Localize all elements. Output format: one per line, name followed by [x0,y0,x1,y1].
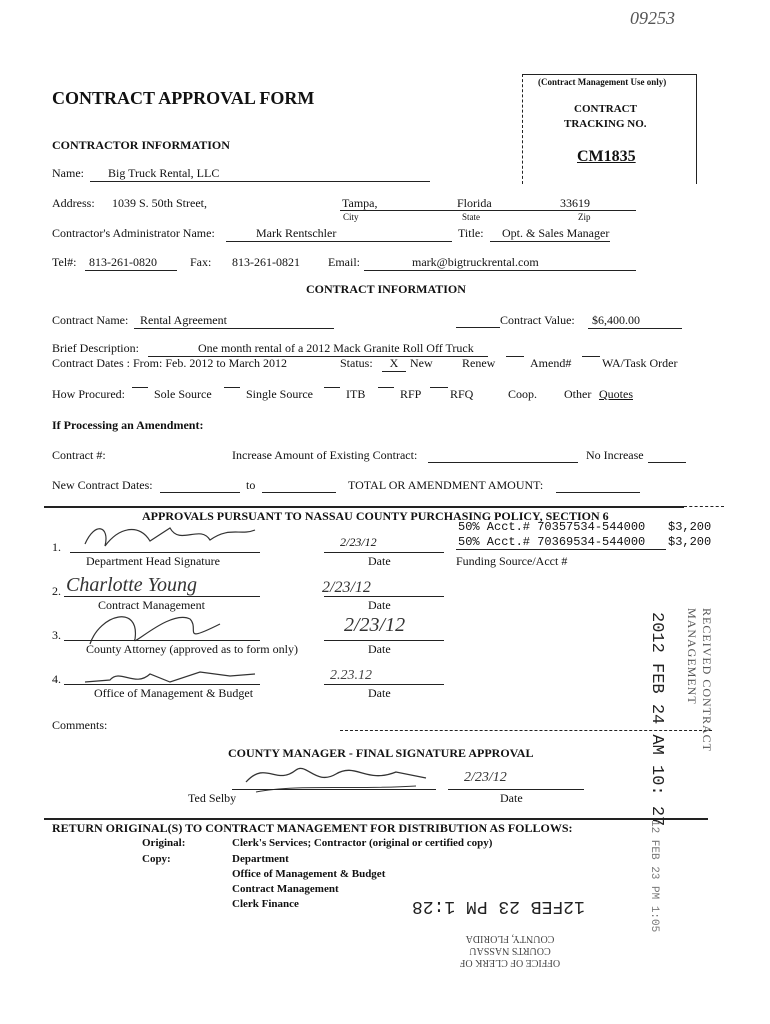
approval-2-number: 2. [52,584,61,598]
state-value: Florida [457,196,492,210]
email-label: Email: [328,255,360,269]
approval-4-date-label: Date [368,686,391,700]
fax-value: 813-261-0821 [232,255,300,269]
copy-3: Contract Management [232,883,339,895]
final-name: Ted Selby [188,791,237,805]
new-dates-to-value [262,478,336,493]
approval-2-date-label: Date [368,598,391,612]
final-approval-title: COUNTY MANAGER - FINAL SIGNATURE APPROVAL [228,746,534,760]
contract-no-label: Contract #: [52,448,106,462]
contract-name-label: Contract Name: [52,313,129,327]
original-value: Clerk's Services; Contractor (original or certified copy) [232,837,493,849]
received-stamp: RECEIVED CONTRACT MANAGEMENT [685,608,714,752]
fax-label: Fax: [190,255,212,269]
contract-dates: Contract Dates : From: Feb. 2012 to March 2012 [52,356,287,370]
email-value: mark@bigtruckrental.com [364,255,636,271]
proc-other-value: Quotes [599,387,633,401]
approvals-title: APPROVALS PURSUANT TO NASSAU COUNTY PURCHASING POLICY, SECTION 6 [142,509,609,523]
copy-label: Copy: [142,853,171,865]
approval-1-date-label: Date [368,554,391,568]
proc-rfq: RFQ [450,387,474,401]
copy-1: Department [232,853,289,865]
state-label: State [462,212,480,222]
received-date-stamp: 2012 FEB 24 AM 10: 27 [647,612,666,827]
original-label: Original: [142,837,186,849]
brief-label: Brief Description: [52,341,139,355]
approval-3-date-label: Date [368,642,391,656]
copy-2: Office of Management & Budget [232,868,386,880]
tel-label: Tel#: [52,255,77,269]
approval-2-role: Contract Management [98,598,205,612]
zip-label: Zip [578,212,591,222]
acct-1-amount: $3,200 [668,520,712,534]
acct-1: 50% Acct.# 70357534-544000 [458,520,646,534]
tracking-number: CM1835 [577,148,636,165]
approval-2-date-value: 2/23/12 [322,579,371,596]
status-amend: Amend# [530,356,572,370]
approval-2-signature: Charlotte Young [66,574,197,596]
approval-3-number: 3. [52,628,61,642]
status-new-check: X [382,356,406,372]
contract-section-title: CONTRACT INFORMATION [306,282,466,296]
approval-1-signature [80,516,260,556]
acct-2: 50% Acct.# 70369534-544000 [458,535,646,549]
amendment-title: If Processing an Amendment: [52,418,204,432]
bottom-date-stamp: 12FEB 23 PM 1:28 [412,896,585,916]
proc-other: Other [564,387,592,401]
approval-1-role: Department Head Signature [86,554,220,568]
funding-label: Funding Source/Acct # [456,554,568,568]
contractor-section-title: CONTRACTOR INFORMATION [52,138,230,152]
new-dates-from [160,478,240,493]
address-label: Address: [52,196,95,210]
return-title: RETURN ORIGINAL(S) TO CONTRACT MANAGEMENT FOR DISTRIBUTION AS FOLLOWS: [52,821,573,835]
acct-2-amount: $3,200 [668,535,712,549]
proc-rfp: RFP [400,387,422,401]
status-wa: WA/Task Order [602,356,678,370]
admin-name-value: Mark Rentschler [226,226,452,242]
contract-value: $6,400.00 [588,313,682,329]
clerk-stamp: OFFICE OF CLERK OF COURTS NASSAU COUNTY, FLORIDA [459,933,561,968]
final-signature [236,756,436,796]
status-amend-check [506,356,524,357]
approval-4-date-value: 2.23.12 [330,668,372,683]
total-value [556,478,640,493]
contract-value-label: Contract Value: [500,313,575,327]
no-increase-label: No Increase [586,448,644,462]
status-renew: Renew [462,356,496,370]
how-procured-label: How Procured: [52,387,125,401]
form-title: CONTRACT APPROVAL FORM [52,88,315,108]
tracking-label: CONTRACT [574,103,637,115]
approval-4-number: 4. [52,672,61,686]
corner-mark: 09253 [630,8,675,28]
proc-coop: Coop. [508,387,538,401]
final-date-value: 2/23/12 [464,770,507,785]
new-dates-label: New Contract Dates: [52,478,153,492]
zip-value: 33619 [560,196,590,210]
no-increase-value [648,448,686,463]
proc-itb: ITB [346,387,366,401]
status-new: New [410,356,433,370]
title-value: Opt. & Sales Manager [490,226,610,242]
proc-single: Single Source [246,387,313,401]
approval-4-role: Office of Management & Budget [94,686,254,700]
side-date-stamp: 12 FEB 23 PM 1:05 [648,820,660,933]
copy-4: Clerk Finance [232,898,299,910]
total-label: TOTAL OR AMENDMENT AMOUNT: [348,478,544,492]
contract-name-value: Rental Agreement [134,313,334,329]
new-dates-to: to [246,478,256,492]
title-label: Title: [458,226,484,240]
admin-box-label: (Contract Management Use only) [538,77,667,87]
status-label: Status: [340,356,373,370]
increase-label: Increase Amount of Existing Contract: [232,448,418,462]
tracking-label-2: TRACKING NO. [564,118,647,130]
increase-value [428,448,578,463]
comments-label: Comments: [52,718,108,732]
city-value: Tampa, [342,196,378,210]
final-date-label: Date [500,791,523,805]
address-value: 1039 S. 50th Street, [112,196,207,210]
brief-value: One month rental of a 2012 Mack Granite Roll Off Truck [148,341,488,357]
status-renew-check [440,356,458,357]
contractor-name: Big Truck Rental, LLC [90,166,430,182]
approval-3-date-value: 2/23/12 [344,614,406,636]
approval-3-role: County Attorney (approved as to form only) [86,642,298,656]
approval-1-date-value: 2/23/12 [340,535,377,549]
status-wa-check [582,356,600,357]
approval-1-number: 1. [52,540,61,554]
tel-value: 813-261-0820 [85,255,177,271]
proc-sole: Sole Source [154,387,212,401]
city-label: City [343,212,359,222]
admin-name-label: Contractor's Administrator Name: [52,226,215,240]
name-label: Name: [52,166,84,180]
